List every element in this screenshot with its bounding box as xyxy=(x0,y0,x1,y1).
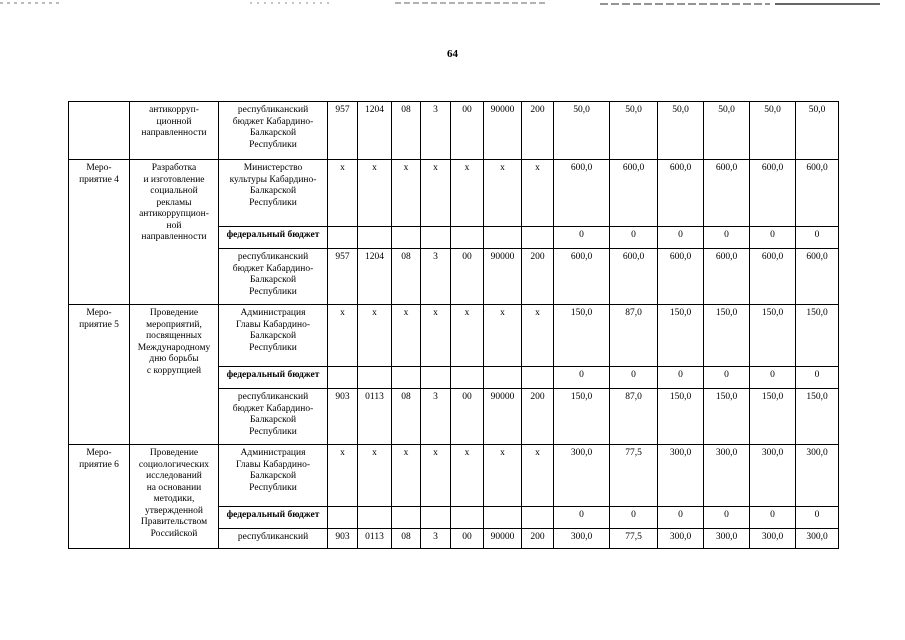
measure-label-cell: Меро- приятие 4 xyxy=(69,160,130,305)
amount-cell: 600,0 xyxy=(796,160,839,227)
amount-cell: 150,0 xyxy=(750,389,796,445)
budget-code-cell: 08 xyxy=(392,102,421,160)
funding-source-cell: Администрация Главы Кабардино- Балкарской Республики xyxy=(219,305,328,367)
budget-code-cell: 957 xyxy=(328,249,358,305)
scan-top-edge xyxy=(0,0,905,8)
funding-source-cell: федеральный бюджет xyxy=(219,507,328,529)
budget-code-cell: х xyxy=(522,305,554,367)
table-body xyxy=(69,102,839,549)
budget-code-cell: х xyxy=(392,445,421,507)
amount-cell: 0 xyxy=(554,227,610,249)
budget-code-cell: х xyxy=(328,445,358,507)
budget-code-cell: х xyxy=(484,445,522,507)
budget-code-cell: 00 xyxy=(451,529,484,549)
budget-code-cell xyxy=(358,227,392,249)
amount-cell: 87,0 xyxy=(610,389,658,445)
amount-cell: 600,0 xyxy=(704,249,750,305)
amount-cell: 0 xyxy=(750,227,796,249)
amount-cell: 0 xyxy=(658,507,704,529)
amount-cell: 600,0 xyxy=(796,249,839,305)
amount-cell: 87,0 xyxy=(610,305,658,367)
amount-cell: 50,0 xyxy=(796,102,839,160)
amount-cell: 300,0 xyxy=(658,529,704,549)
amount-cell: 600,0 xyxy=(750,160,796,227)
budget-code-cell: х xyxy=(522,445,554,507)
amount-cell: 300,0 xyxy=(658,445,704,507)
budget-code-cell: х xyxy=(358,160,392,227)
amount-cell: 150,0 xyxy=(658,389,704,445)
budget-code-cell: 3 xyxy=(421,529,451,549)
amount-cell: 150,0 xyxy=(796,389,839,445)
budget-code-cell: х xyxy=(421,160,451,227)
table-row xyxy=(69,445,839,507)
budget-code-cell: х xyxy=(392,305,421,367)
budget-code-cell: х xyxy=(328,160,358,227)
budget-code-cell: 3 xyxy=(421,389,451,445)
budget-code-cell: х xyxy=(421,305,451,367)
amount-cell: 300,0 xyxy=(796,445,839,507)
amount-cell: 150,0 xyxy=(704,389,750,445)
budget-code-cell: 903 xyxy=(328,529,358,549)
amount-cell: 600,0 xyxy=(658,249,704,305)
budget-code-cell xyxy=(484,507,522,529)
amount-cell: 0 xyxy=(554,367,610,389)
budget-code-cell: х xyxy=(328,305,358,367)
budget-code-cell: х xyxy=(421,445,451,507)
budget-code-cell: 90000 xyxy=(484,389,522,445)
amount-cell: 0 xyxy=(658,227,704,249)
budget-code-cell: 08 xyxy=(392,529,421,549)
measure-label-cell xyxy=(69,102,130,160)
budget-code-cell: 957 xyxy=(328,102,358,160)
budget-code-cell: х xyxy=(358,305,392,367)
budget-code-cell: 200 xyxy=(522,529,554,549)
amount-cell: 50,0 xyxy=(750,102,796,160)
budget-code-cell xyxy=(421,227,451,249)
amount-cell: 0 xyxy=(610,507,658,529)
budget-code-cell: 3 xyxy=(421,102,451,160)
amount-cell: 77,5 xyxy=(610,445,658,507)
budget-code-cell xyxy=(484,227,522,249)
budget-code-cell: 0113 xyxy=(358,389,392,445)
amount-cell: 300,0 xyxy=(704,529,750,549)
funding-source-cell: республиканский бюджет Кабардино- Балкарской Республики xyxy=(219,389,328,445)
budget-code-cell: х xyxy=(358,445,392,507)
budget-table xyxy=(68,101,839,549)
budget-code-cell xyxy=(451,367,484,389)
budget-code-cell: х xyxy=(451,160,484,227)
budget-code-cell: х xyxy=(392,160,421,227)
amount-cell: 150,0 xyxy=(554,389,610,445)
amount-cell: 50,0 xyxy=(610,102,658,160)
budget-code-cell: 200 xyxy=(522,249,554,305)
table-row xyxy=(69,305,839,367)
funding-source-cell: федеральный бюджет xyxy=(219,367,328,389)
budget-code-cell: 3 xyxy=(421,249,451,305)
budget-code-cell xyxy=(451,507,484,529)
funding-source-cell: Администрация Главы Кабардино- Балкарской Республики xyxy=(219,445,328,507)
amount-cell: 0 xyxy=(796,367,839,389)
amount-cell: 0 xyxy=(750,367,796,389)
budget-code-cell: 90000 xyxy=(484,249,522,305)
budget-code-cell xyxy=(421,367,451,389)
amount-cell: 0 xyxy=(704,507,750,529)
amount-cell: 600,0 xyxy=(554,249,610,305)
amount-cell: 0 xyxy=(554,507,610,529)
amount-cell: 0 xyxy=(750,507,796,529)
budget-code-cell xyxy=(358,367,392,389)
budget-code-cell: 08 xyxy=(392,389,421,445)
budget-code-cell xyxy=(522,227,554,249)
amount-cell: 150,0 xyxy=(658,305,704,367)
measure-name-cell: Проведение социологических исследований на основании методики, утвержденной Правительством Российской xyxy=(130,445,219,549)
budget-code-cell: 90000 xyxy=(484,102,522,160)
funding-source-cell: федеральный бюджет xyxy=(219,227,328,249)
measure-label-cell: Меро- приятие 6 xyxy=(69,445,130,549)
amount-cell: 50,0 xyxy=(704,102,750,160)
funding-source-cell: республиканский бюджет Кабардино- Балкарской Республики xyxy=(219,249,328,305)
amount-cell: 600,0 xyxy=(658,160,704,227)
budget-code-cell xyxy=(328,507,358,529)
amount-cell: 300,0 xyxy=(554,445,610,507)
budget-code-cell xyxy=(451,227,484,249)
amount-cell: 77,5 xyxy=(610,529,658,549)
amount-cell: 0 xyxy=(658,367,704,389)
budget-code-cell: 90000 xyxy=(484,529,522,549)
budget-code-cell: х xyxy=(451,305,484,367)
budget-code-cell: х xyxy=(451,445,484,507)
amount-cell: 300,0 xyxy=(554,529,610,549)
amount-cell: 0 xyxy=(796,507,839,529)
budget-code-cell xyxy=(392,367,421,389)
amount-cell: 0 xyxy=(704,227,750,249)
budget-code-cell xyxy=(328,367,358,389)
amount-cell: 150,0 xyxy=(704,305,750,367)
table-row xyxy=(69,102,839,160)
amount-cell: 600,0 xyxy=(750,249,796,305)
funding-source-cell: республиканский бюджет Кабардино- Балкарской Республики xyxy=(219,102,328,160)
budget-code-cell: 00 xyxy=(451,249,484,305)
funding-source-cell: Министерство культуры Кабардино- Балкарской Республики xyxy=(219,160,328,227)
budget-code-cell: х xyxy=(484,305,522,367)
budget-code-cell xyxy=(392,507,421,529)
budget-code-cell: 1204 xyxy=(358,102,392,160)
budget-code-cell: 08 xyxy=(392,249,421,305)
table-row xyxy=(69,160,839,227)
budget-code-cell: 200 xyxy=(522,389,554,445)
amount-cell: 150,0 xyxy=(554,305,610,367)
measure-name-cell: Проведение мероприятий, посвященных Международному дню борьбы с коррупцией xyxy=(130,305,219,445)
budget-code-cell: 903 xyxy=(328,389,358,445)
budget-code-cell: х xyxy=(522,160,554,227)
amount-cell: 300,0 xyxy=(750,445,796,507)
measure-label-cell: Меро- приятие 5 xyxy=(69,305,130,445)
funding-source-cell: республиканский xyxy=(219,529,328,549)
amount-cell: 50,0 xyxy=(658,102,704,160)
measure-name-cell: Разработка и изготовление социальной рекламы антикоррупцион- ной направленности xyxy=(130,160,219,305)
amount-cell: 600,0 xyxy=(610,249,658,305)
budget-code-cell: 0113 xyxy=(358,529,392,549)
amount-cell: 600,0 xyxy=(554,160,610,227)
page-number: 64 xyxy=(447,48,458,60)
amount-cell: 150,0 xyxy=(750,305,796,367)
budget-code-cell xyxy=(522,367,554,389)
budget-code-cell: 200 xyxy=(522,102,554,160)
amount-cell: 600,0 xyxy=(610,160,658,227)
amount-cell: 0 xyxy=(610,367,658,389)
amount-cell: 0 xyxy=(610,227,658,249)
budget-code-cell xyxy=(484,367,522,389)
budget-code-cell: 00 xyxy=(451,102,484,160)
amount-cell: 150,0 xyxy=(796,305,839,367)
measure-name-cell: антикорруп- ционной направленности xyxy=(130,102,219,160)
amount-cell: 300,0 xyxy=(796,529,839,549)
amount-cell: 300,0 xyxy=(704,445,750,507)
budget-code-cell: х xyxy=(484,160,522,227)
amount-cell: 300,0 xyxy=(750,529,796,549)
budget-code-cell xyxy=(358,507,392,529)
budget-code-cell: 00 xyxy=(451,389,484,445)
amount-cell: 0 xyxy=(704,367,750,389)
budget-code-cell xyxy=(522,507,554,529)
amount-cell: 50,0 xyxy=(554,102,610,160)
amount-cell: 600,0 xyxy=(704,160,750,227)
budget-code-cell xyxy=(421,507,451,529)
budget-code-cell xyxy=(328,227,358,249)
budget-code-cell xyxy=(392,227,421,249)
budget-code-cell: 1204 xyxy=(358,249,392,305)
amount-cell: 0 xyxy=(796,227,839,249)
